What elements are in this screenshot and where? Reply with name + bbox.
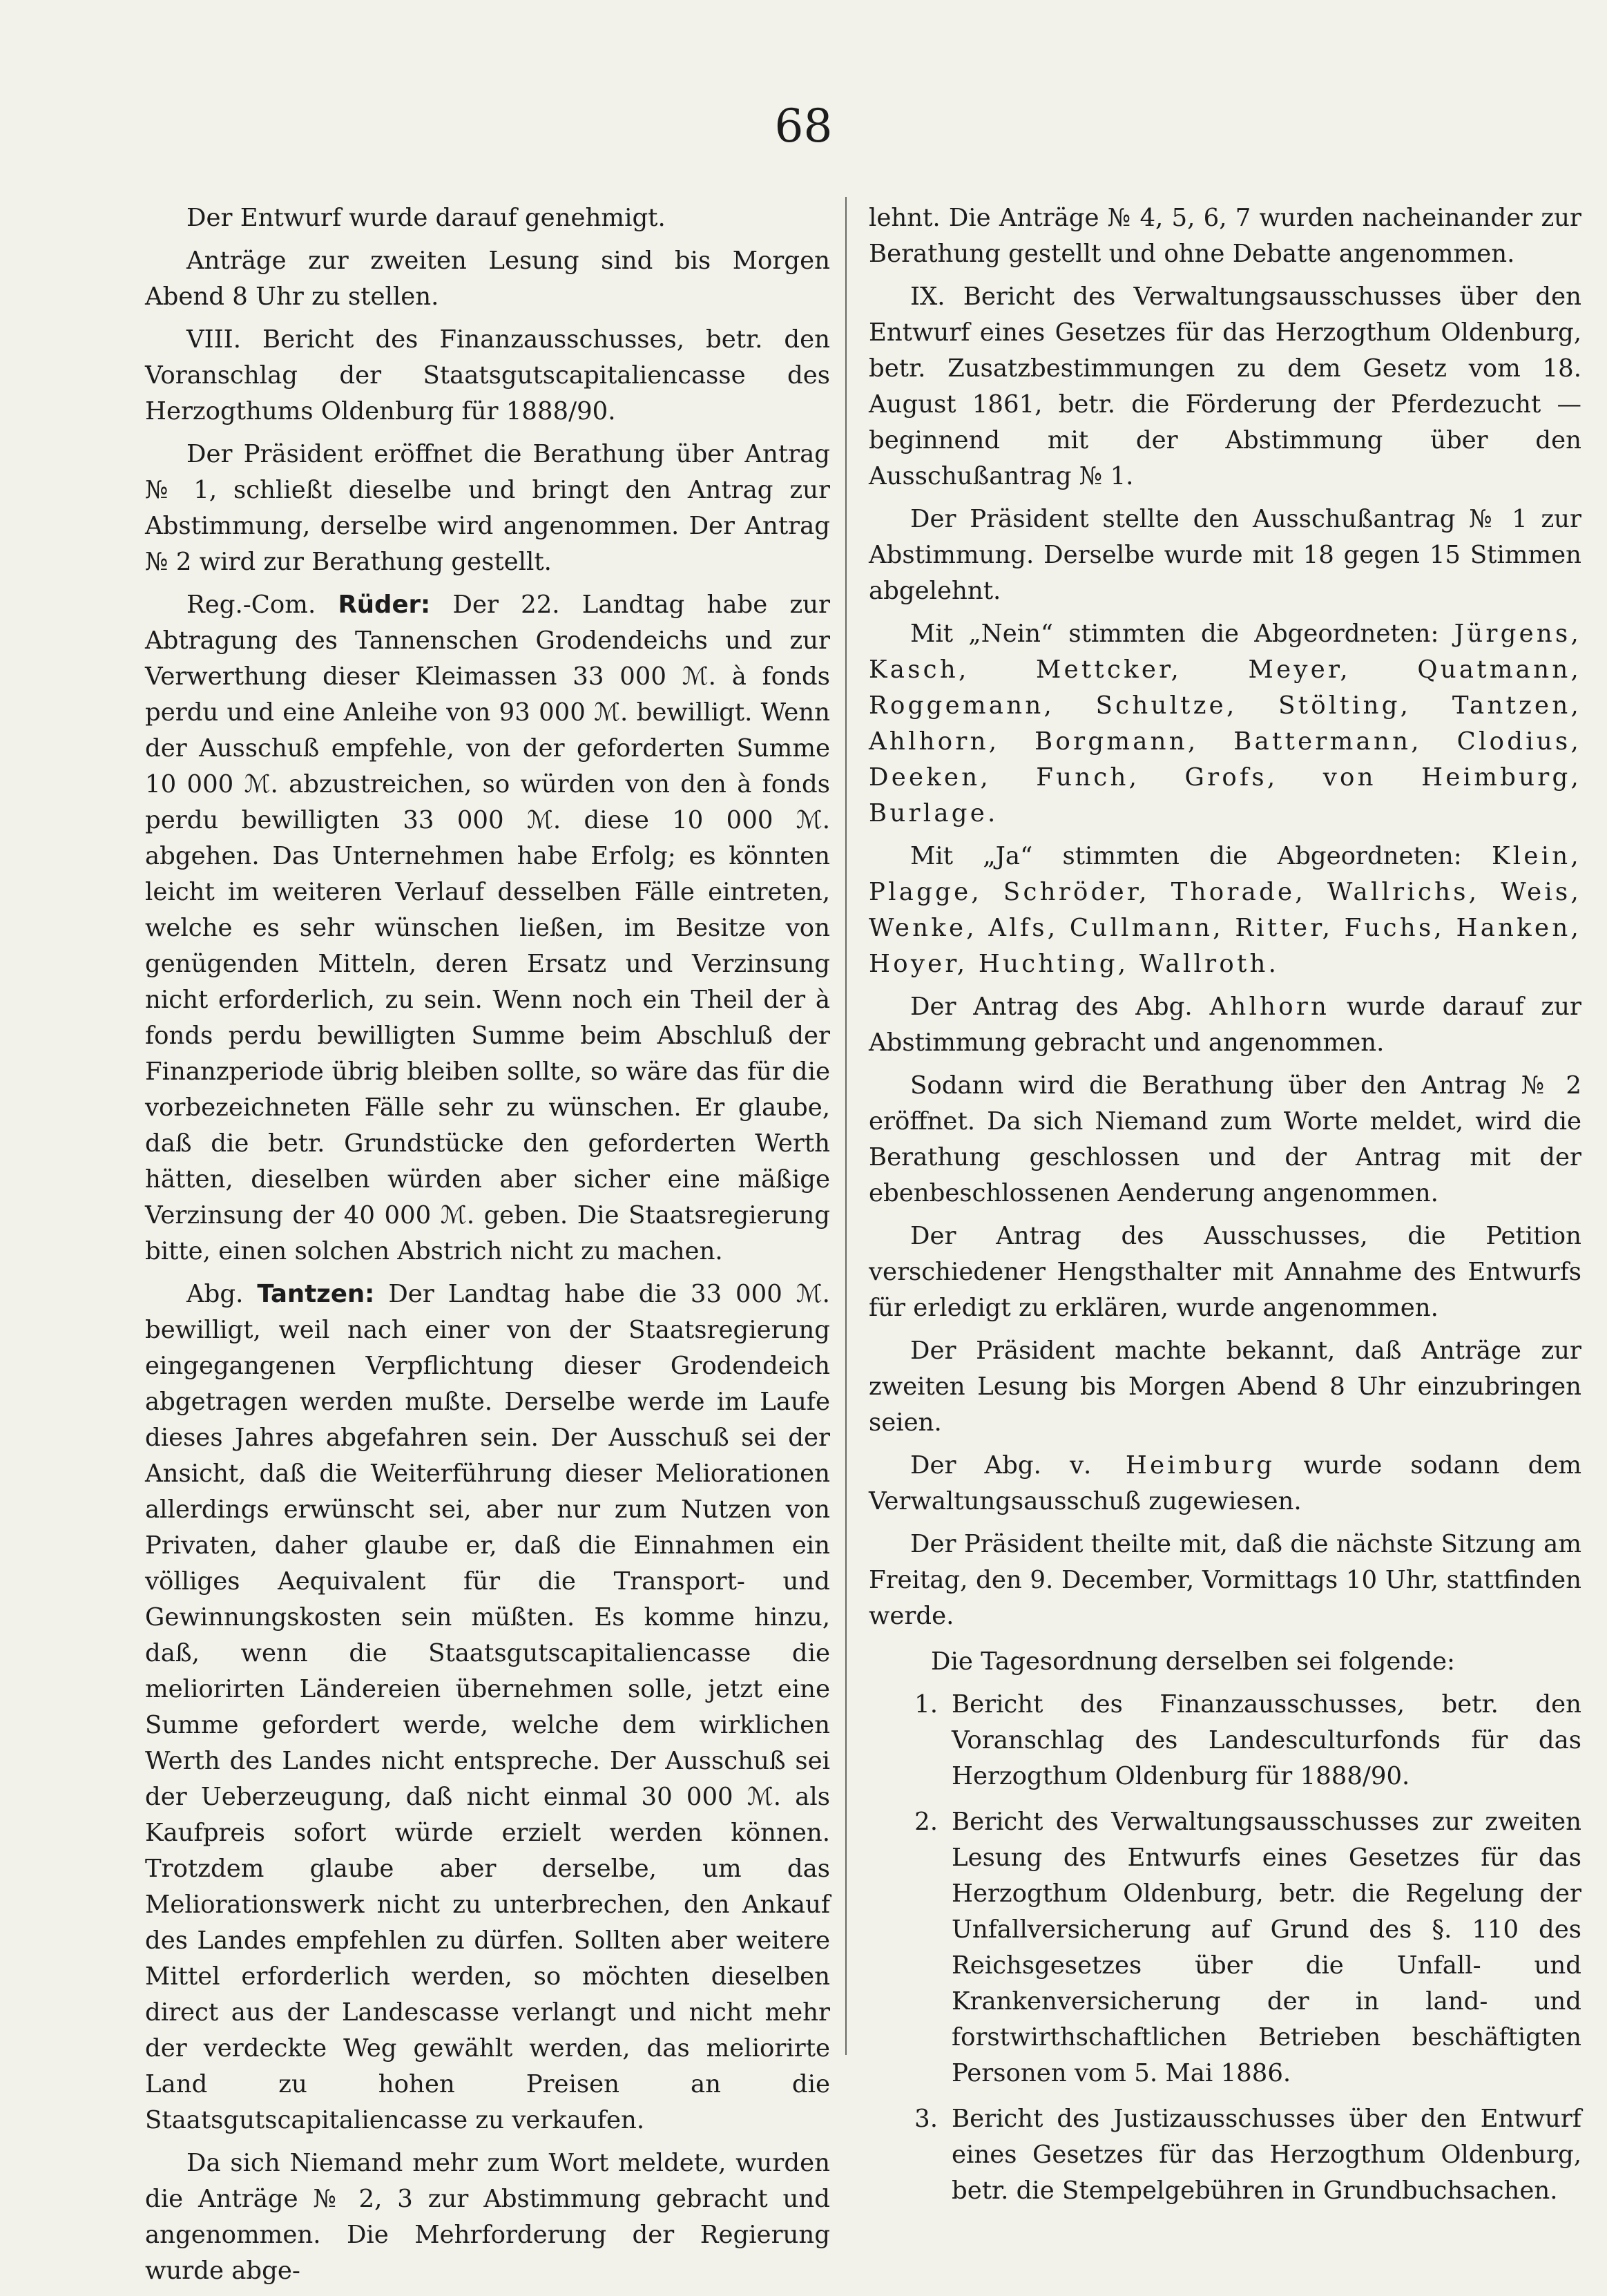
speaker-name: Rüder:	[338, 591, 431, 619]
paragraph: Der Antrag des Abg. Ahlhorn wurde darauf zur Abstimmung gebracht und angenommen.	[869, 993, 1581, 1057]
member-name: Ahlhorn	[1209, 993, 1330, 1021]
paragraph: Da sich Niemand mehr zum Wort meldete, wurden die Anträge № 2, 3 zur Abstimmung gebracht und angenommen. Die Mehrforderung der Regierung wurde abge-	[145, 2149, 830, 2285]
vote-names: Jürgens, Kasch, Mettcker, Meyer, Quatmann, Roggemann, Schultze, Stölting, Tantzen, Ahlhorn, Borgmann, Battermann, Clodius, Deeken, Funch, Grofs, von Heimburg, Burlage.	[869, 620, 1581, 827]
vote-nein	[869, 616, 1581, 832]
page-number: 68	[774, 99, 833, 153]
paragraph: Der Präsident machte bekannt, daß Anträge zur zweiten Lesung bis Morgen Abend 8 Uhr einzubringen seien.	[869, 1337, 1581, 1437]
section-heading-ix: IX. Bericht des Verwaltungsausschusses über den Entwurf eines Gesetzes für das Herzogthum Oldenburg, betr. Zusatzbestimmungen zu dem Gesetz vom 18. August 1861, betr. die Förderung der Pferdezucht — beginnend mit der Abstimmung über den Ausschußantrag № 1.	[869, 283, 1581, 490]
agenda-number: 3.	[914, 2105, 938, 2133]
vote-names: Klein, Plagge, Schröder, Thorade, Wallrichs, Weis, Wenke, Alfs, Cullmann, Ritter, Fuchs, Hanken, Hoyer, Huchting, Wallroth.	[869, 842, 1581, 978]
speech-tantzen	[145, 1276, 830, 2139]
paragraph: lehnt. Die Anträge № 4, 5, 6, 7 wurden nacheinander zur Berathung gestellt und ohne Debatte angenommen.	[869, 204, 1581, 268]
agenda-item	[869, 2101, 1581, 2209]
left-column	[145, 200, 830, 2296]
right-column	[869, 200, 1581, 2219]
speech-text: Der Landtag habe die 33 000 ℳ. bewilligt, weil nach einer von der Staatsregierung eingegangenen Verpflichtung dieser Grodendeich abgetragen werden mußte. Derselbe werde im Laufe dieses Jahres abgefahren sein. Der Ausschuß sei der Ansicht, daß die Weiterführung dieser Meliorationen allerdings erwünscht sei, aber nur zum Nutzen von Privaten, daher glaube er, daß die Einnahmen ein völliges Aequivalent für die Transport- und Gewinnungskosten sein müßten. Es komme hinzu, daß, wenn die Staatsgutscapitaliencasse die meliorirten Ländereien übernehmen solle, jetzt eine Summe gefordert werde, welche dem wirklichen Werth des Landes nicht entspreche. Der Ausschuß sei der Ueberzeugung, daß nicht einmal 30 000 ℳ. als Kaufpreis sofort würde erzielt werden können. Trotzdem glaube aber derselbe, um das Meliorationswerk nicht zu unterbrechen, den Ankauf des Landes empfehlen zu dürfen. Sollten aber weitere Mittel erforderlich werden, so möchten dieselben direct aus der Landescasse verlangt und nicht mehr der verdeckte Weg gewählt werden, das meliorirte Land zu hohen Preisen an die Staatsgutscapitaliencasse zu verkaufen.	[145, 1280, 830, 2134]
agenda-intro: Die Tagesordnung derselben sei folgende:	[931, 1647, 1456, 1676]
vote-ja	[869, 839, 1581, 982]
agenda-number: 2.	[914, 1808, 938, 1836]
agenda-text: Bericht des Finanzausschusses, betr. den Voranschlag des Landesculturfonds für das Herzogthum Oldenburg für 1888/90.	[952, 1690, 1581, 1790]
paragraph: Der Entwurf wurde darauf genehmigt.	[186, 204, 666, 232]
paragraph: Der Präsident eröffnet die Berathung über Antrag № 1, schließt dieselbe und bringt den Antrag zur Abstimmung, derselbe wird angenommen. Der Antrag № 2 wird zur Berathung gestellt.	[145, 440, 830, 576]
paragraph: Der Antrag des Ausschusses, die Petition verschiedener Hengsthalter mit Annahme des Entwurfs für erledigt zu erklären, wurde angenommen.	[869, 1222, 1581, 1322]
agenda-item	[869, 1804, 1581, 2092]
member-name: v. Heimburg	[1069, 1451, 1276, 1480]
agenda-list	[869, 1687, 1581, 2209]
agenda-item	[869, 1687, 1581, 1795]
column-divider	[845, 197, 847, 2055]
vote-label: Mit „Nein“ stimmten die Abgeordneten:	[910, 620, 1439, 648]
agenda-text: Bericht des Justizausschusses über den Entwurf eines Gesetzes für das Herzogthum Oldenburg, betr. die Stempelgebühren in Grundbuchsachen.	[952, 2105, 1581, 2205]
paragraph: Der Präsident stellte den Ausschußantrag № 1 zur Abstimmung. Derselbe wurde mit 18 gegen 15 Stimmen abgelehnt.	[869, 505, 1581, 605]
agenda-number: 1.	[914, 1690, 938, 1719]
speaker-name: Tantzen:	[257, 1280, 375, 1308]
agenda-text: Bericht des Verwaltungsausschusses zur zweiten Lesung des Entwurfs eines Gesetzes für das Herzogthum Oldenburg, betr. die Regelung der Unfallversicherung auf Grund des §. 110 des Reichsgesetzes über die Unfall- und Krankenversicherung der in land- und forstwirthschaftlichen Betrieben beschäftigten Personen vom 5. Mai 1886.	[952, 1808, 1581, 2087]
speech-text: Der 22. Landtag habe zur Abtragung des Tannenschen Grodendeichs und zur Verwerthung dieser Kleimassen 33 000 ℳ. à fonds perdu und eine Anleihe von 93 000 ℳ. bewilligt. Wenn der Ausschuß empfehle, von der geforderten Summe 10 000 ℳ. abzustreichen, so würden von den à fonds perdu bewilligten 33 000 ℳ. diese 10 000 ℳ. abgehen. Das Unternehmen habe Erfolg; es könnten leicht im weiteren Verlauf desselben Fälle eintreten, welche es sehr wünschen ließen, im Besitze von genügenden Mitteln, deren Ersatz und Verzinsung nicht erforderlich, zu sein. Wenn noch ein Theil der à fonds perdu bewilligten Summe beim Abschluß der Finanzperiode übrig bleiben sollte, so wäre das für die vorbezeichneten Fälle sehr zu wünschen. Er glaube, daß die betr. Grundstücke den geforderten Werth hätten, dieselben würden aber sicher eine mäßige Verzinsung der 40 000 ℳ. geben. Die Staatsregierung bitte, einen solchen Abstrich nicht zu machen.	[145, 591, 830, 1265]
section-heading-viii: VIII. Bericht des Finanzausschusses, betr. den Voranschlag der Staatsgutscapitaliencasse des Herzogthums Oldenburg für 1888/90.	[145, 325, 830, 425]
paragraph: Der Abg. v. Heimburg wurde sodann dem Verwaltungsausschuß zugewiesen.	[869, 1451, 1581, 1515]
speech-rueder	[145, 587, 830, 1270]
vote-label: Mit „Ja“ stimmten die Abgeordneten:	[910, 842, 1462, 870]
paragraph: Sodann wird die Berathung über den Antrag № 2 eröffnet. Da sich Niemand zum Worte meldet, wird die Berathung geschlossen und der Antrag mit der ebenbeschlossenen Aenderung angenommen.	[869, 1071, 1581, 1207]
speaker-title: Reg.-Com.	[186, 591, 316, 619]
speaker-title: Abg.	[186, 1280, 244, 1308]
paragraph: Anträge zur zweiten Lesung sind bis Morgen Abend 8 Uhr zu stellen.	[145, 247, 830, 311]
paragraph: Der Präsident theilte mit, daß die nächste Sitzung am Freitag, den 9. December, Vormittags 10 Uhr, stattfinden werde.	[869, 1530, 1581, 1630]
